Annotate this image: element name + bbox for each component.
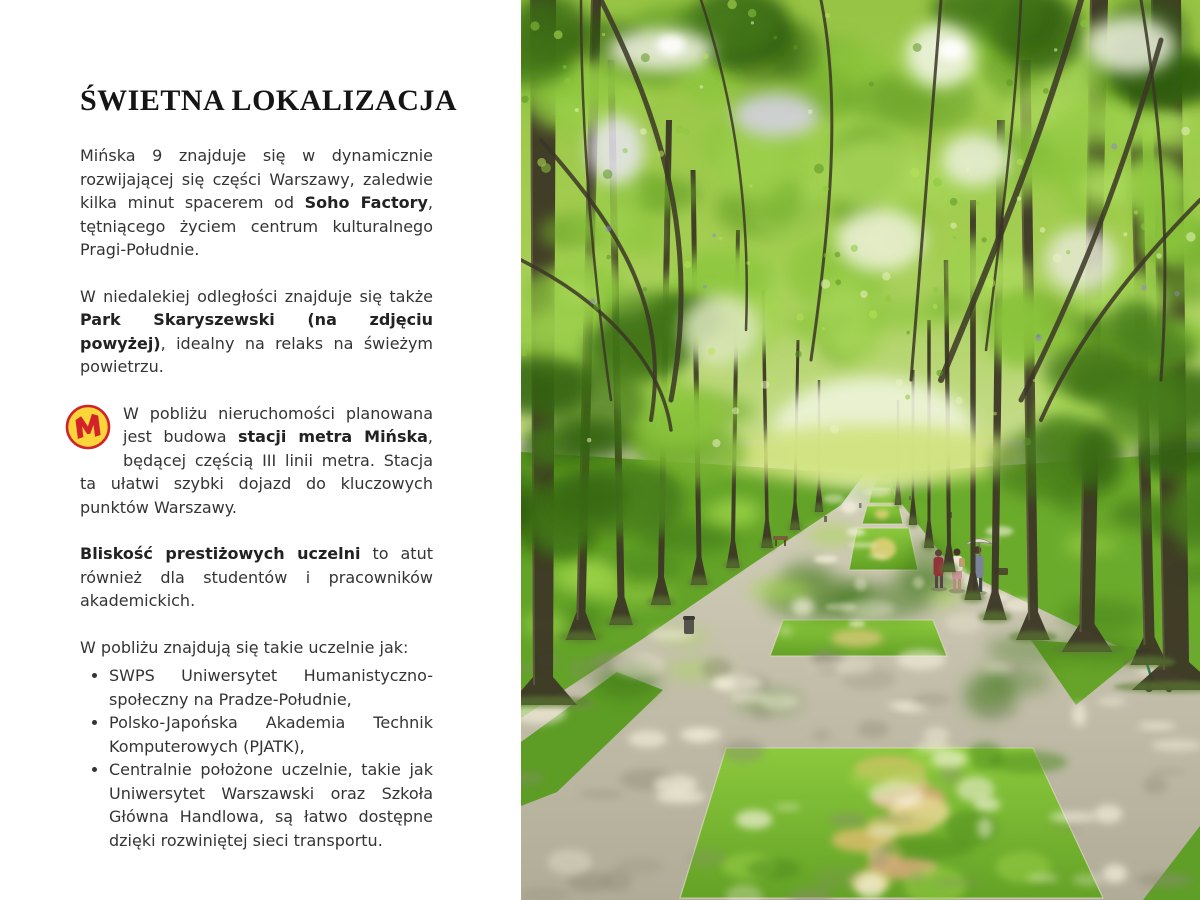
text-column: [80, 84, 458, 852]
text-segment-bold: Soho Factory: [304, 193, 428, 212]
paragraph-universities: [80, 542, 433, 613]
warsaw-metro-icon: [64, 403, 112, 451]
paragraph-location: [80, 144, 433, 262]
paragraph-metro: [80, 402, 433, 520]
text-segment: , idealny na relaks na świeżym powietrzu.: [80, 333, 433, 376]
list-item: • Polsko-Japońska Akademia Technik Komputerowych (PJATK),: [109, 711, 433, 758]
text-segment-bold: Bliskość prestiżowych uczelni: [80, 544, 361, 563]
text-segment: to atut również dla studentów i pracowników akademickich.: [80, 544, 433, 610]
text-segment: , będącej częścią III linii metra. Stacja ta ułatwi szybki dojazd do kluczowych punktów Warszawy.: [80, 427, 433, 517]
paragraph-park: [80, 285, 433, 379]
list-item: • SWPS Uniwersytet Humanistyczno-społeczny na Pradze-Południe,: [109, 664, 433, 711]
university-list: [80, 664, 433, 852]
list-intro: W pobliżu znajdują się takie uczelnie jak:: [80, 637, 409, 657]
page-title: ŚWIETNA LOKALIZACJA: [80, 84, 458, 117]
text-segment: , tętniącego życiem centrum kulturalnego Pragi-Południe.: [80, 193, 433, 259]
park-photo: [521, 0, 1200, 900]
text-segment-bold: stacji metra Mińska: [237, 427, 428, 446]
text-segment: W niedalekiej odległości znajduje się także: [80, 286, 433, 306]
text-segment: Mińska 9 znajduje się w dynamicznie rozwijającej się części Warszawy, zaledwie kilka minut spacerem od: [80, 146, 433, 212]
park-avenue-illustration: [521, 0, 1200, 900]
text-segment: W pobliżu nieruchomości planowana jest budowa: [123, 403, 433, 446]
list-item: • Centralnie położone uczelnie, takie jak Uniwersytet Warszawski oraz Szkoła Główna Handlowa, są łatwo dostępne dzięki rozwiniętej sieci transportu.: [109, 758, 433, 852]
text-segment-bold: Park Skaryszewski (na zdjęciu powyżej): [80, 310, 433, 353]
